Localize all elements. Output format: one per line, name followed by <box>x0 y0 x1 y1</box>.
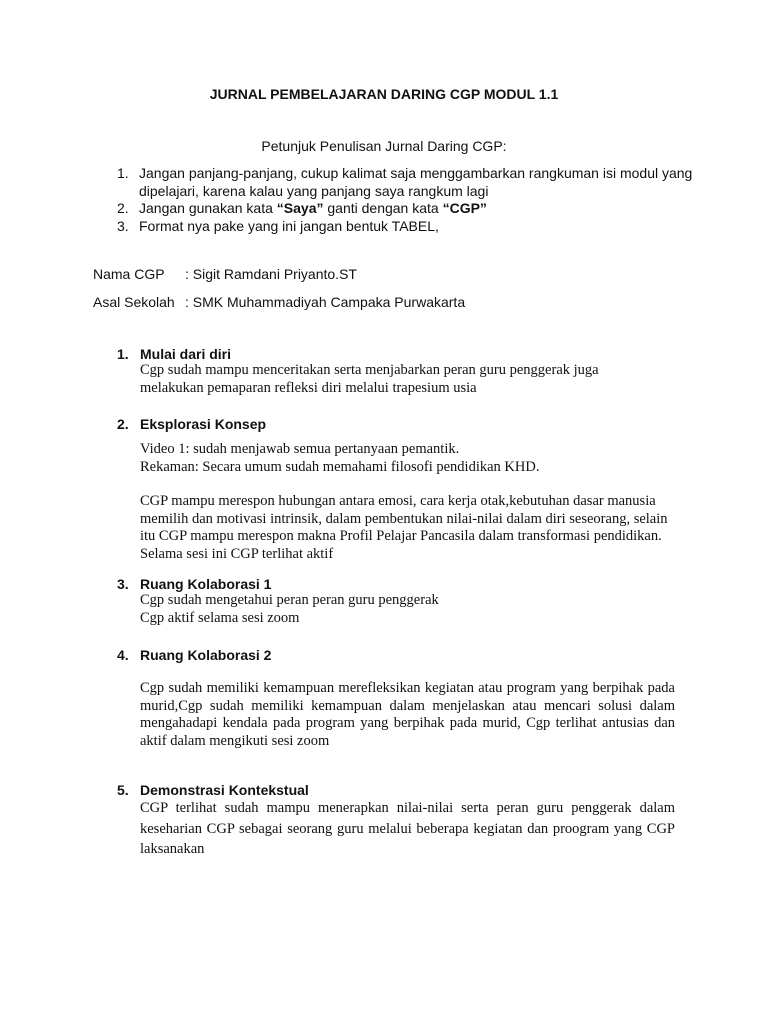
section-ruang-kolaborasi-1 <box>117 576 675 627</box>
instruction-text: Jangan panjang-panjang, cukup kalimat saja menggambarkan rangkuman isi modul yang dipelajari, karena kalau yang panjang saya rangkum lagi <box>139 165 693 199</box>
section-body <box>140 798 675 860</box>
instruction-text-part: ganti dengan kata <box>323 200 443 216</box>
section-line: Cgp aktif selama sesi zoom <box>140 609 300 626</box>
instruction-text: Format nya pake yang ini jangan bentuk TABEL, <box>139 217 439 234</box>
section-body <box>140 441 675 563</box>
section-title: Eksplorasi Konsep <box>140 416 267 432</box>
section-eksplorasi-konsep <box>117 416 675 563</box>
section-body <box>140 680 675 750</box>
section-line: Cgp sudah mampu menceritakan serta menjabarkan peran guru penggerak juga <box>140 362 599 378</box>
section-line: melakukan pemaparan refleksi diri melalui trapesium usia <box>140 379 477 396</box>
section-heading <box>117 647 675 663</box>
school-value: : SMK Muhammadiyah Campaka Purwakarta <box>185 294 466 310</box>
instruction-number: 1. <box>117 165 129 181</box>
section-line: Video 1: sudah menjawab semua pertanyaan pemantik. <box>140 441 460 457</box>
section-number: 3. <box>117 576 129 592</box>
section-heading <box>117 346 675 362</box>
instructions-title: Petunjuk Penulisan Jurnal Daring CGP: <box>261 138 507 154</box>
name-row <box>93 266 357 282</box>
section-title: Demonstrasi Kontekstual <box>140 782 309 798</box>
section-ruang-kolaborasi-2 <box>117 647 675 750</box>
instruction-bold-word: “Saya” <box>276 200 324 216</box>
instruction-text-part: Jangan gunakan kata <box>139 200 277 216</box>
section-mulai-dari-diri <box>117 346 675 397</box>
section-number: 2. <box>117 416 129 432</box>
section-body <box>140 362 675 397</box>
section-number: 5. <box>117 782 129 798</box>
instruction-text <box>139 200 697 218</box>
section-line: Rekaman: Secara umum sudah memahami filosofi pendidikan KHD. <box>140 458 540 475</box>
section-title: Ruang Kolaborasi 2 <box>140 647 272 663</box>
section-line: Cgp sudah mengetahui peran peran guru penggerak <box>140 592 439 608</box>
name-value: : Sigit Ramdani Priyanto.ST <box>185 266 357 282</box>
school-row <box>93 294 465 310</box>
instructions-list <box>117 165 697 235</box>
section-heading <box>117 782 675 798</box>
instruction-number: 3. <box>117 217 129 234</box>
document-title: JURNAL PEMBELAJARAN DARING CGP MODUL 1.1 <box>209 86 559 102</box>
section-body <box>140 592 675 627</box>
name-label: Nama CGP <box>93 266 165 282</box>
instruction-number: 2. <box>117 200 129 216</box>
section-number: 4. <box>117 647 129 663</box>
instruction-item <box>117 165 697 200</box>
section-title: Ruang Kolaborasi 1 <box>140 576 272 592</box>
school-label: Asal Sekolah <box>93 294 175 310</box>
section-paragraph: CGP mampu merespon hubungan antara emosi, cara kerja otak,kebutuhan dasar manusia memilih dan motivasi intrinsik, dalam pembentukan nilai-nilai dalam diri seseorang, selain itu CGP mampu merespon makna Profil Pelajar Pancasila dalam transformasi pendidikan. Selama sesi ini CGP terlihat aktif <box>140 493 668 562</box>
instruction-item <box>117 200 697 218</box>
section-title: Mulai dari diri <box>140 346 232 362</box>
instruction-bold-word: “CGP” <box>442 200 487 216</box>
section-heading <box>117 416 675 432</box>
instruction-item <box>117 218 697 236</box>
section-paragraph: CGP terlihat sudah mampu menerapkan nilai-nilai serta peran guru penggerak dalam keseharian CGP sebagai seorang guru melalui beberapa kegiatan dan proogram yang CGP laksanakan <box>140 800 675 857</box>
section-paragraph: Cgp sudah memiliki kemampuan merefleksikan kegiatan atau program yang berpihak pada murid,Cgp sudah memiliki kemampuan dalam menjelaskan atau mencari solusi dalam mengahadapi kendala pada program yang berpihak pada murid, Cgp terlihat antusias dan aktif dalam mengikuti sesi zoom <box>140 680 675 749</box>
section-number: 1. <box>117 346 129 362</box>
section-heading <box>117 576 675 592</box>
section-demonstrasi-kontekstual <box>117 782 675 860</box>
